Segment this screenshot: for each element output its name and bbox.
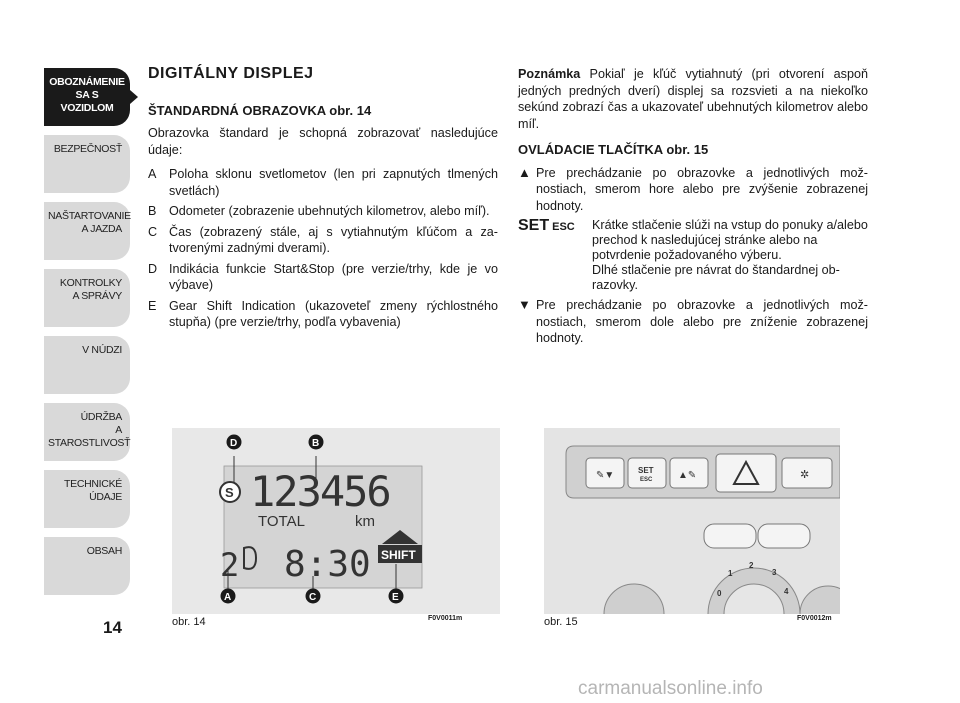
list-item-set bbox=[518, 218, 868, 293]
svg-text:C: C bbox=[309, 592, 317, 603]
tab-oboznamenie[interactable]: OBOZNÁMENIE SA S VOZIDLOM bbox=[44, 68, 130, 126]
svg-text:3: 3 bbox=[772, 568, 777, 577]
tab-kontrolky[interactable]: KONTROLKY A SPRÁVY bbox=[44, 269, 130, 327]
list-item-up bbox=[518, 165, 868, 215]
headlamp-level: 2 bbox=[220, 546, 240, 584]
set-esc-label bbox=[518, 218, 592, 293]
set-line: Dlhé stlačenie pre návrat do štandardnej ob-razovky. bbox=[592, 263, 840, 292]
up-arrow-icon: ▲ bbox=[518, 164, 531, 180]
section-title-text: OVLÁDACIE TLAČÍTKA bbox=[518, 142, 663, 157]
list-item bbox=[148, 203, 498, 220]
callout-e bbox=[389, 589, 404, 604]
callout-c bbox=[306, 589, 321, 604]
climate-button-2 bbox=[758, 524, 810, 548]
svg-text:B: B bbox=[312, 438, 320, 449]
right-column bbox=[518, 66, 868, 351]
tab-nastartovanie[interactable]: NAŠTARTOVANIE A JAZDA bbox=[44, 202, 130, 260]
svg-text:▲✎: ▲✎ bbox=[678, 470, 697, 481]
list-item-down bbox=[518, 297, 868, 347]
item-text: Odometer (zobrazenie ubehnutých kilometrov, alebo míľ). bbox=[169, 204, 490, 218]
tab-v-nudzi[interactable]: V NÚDZI bbox=[44, 336, 130, 394]
item-key: B bbox=[148, 204, 157, 218]
item-key: A bbox=[148, 167, 157, 181]
down-arrow-icon: ▼ bbox=[518, 297, 531, 312]
figure-code-15: F0V0012m bbox=[797, 615, 832, 622]
section-title-standard bbox=[148, 103, 498, 120]
note-text: Pokiaľ je kľúč vytiahnutý (pri otvorení aspoň jedných predných dverí) displej sa rozsvieti a na niekoľko sekúnd zobrazí čas a ukazovateľ ubehnutých kilometrov alebo míľ. bbox=[518, 67, 868, 131]
list-item bbox=[148, 166, 498, 199]
svg-text:1: 1 bbox=[728, 569, 733, 578]
list-item bbox=[148, 224, 498, 257]
set-text bbox=[592, 218, 868, 293]
total-label: TOTAL bbox=[258, 513, 305, 530]
callout-a bbox=[221, 589, 236, 604]
item-text: Indikácia funkcie Start&Stop (pre verzie/trhy, kde je vo výbave) bbox=[169, 261, 498, 292]
clock-time: 8:30 bbox=[284, 544, 371, 585]
svg-text:✲: ✲ bbox=[800, 469, 810, 481]
shift-label: SHIFT bbox=[381, 548, 416, 562]
watermark-text: carmanualsonline.info bbox=[578, 678, 763, 699]
set-label: SET bbox=[518, 217, 550, 234]
item-key: E bbox=[148, 298, 157, 313]
dashboard-illustration bbox=[544, 428, 840, 614]
up-text: Pre prechádzanie po obrazovke a jednotlivých mož-nostiach, smerom hore alebo pre zvýšenie zobrazenej hodnoty. bbox=[536, 165, 868, 213]
list-item bbox=[148, 298, 498, 331]
note-label: Poznámka bbox=[518, 67, 581, 81]
list-item bbox=[148, 261, 498, 294]
item-key: D bbox=[148, 261, 158, 276]
hazard-button bbox=[716, 454, 776, 492]
callout-d bbox=[227, 435, 242, 450]
svg-text:SET: SET bbox=[638, 466, 654, 475]
svg-text:ESC: ESC bbox=[640, 477, 653, 483]
display-illustration bbox=[172, 428, 500, 614]
svg-text:D: D bbox=[230, 438, 238, 449]
page-title: DIGITÁLNY DISPLEJ bbox=[148, 65, 314, 82]
down-text: Pre prechádzanie po obrazovke a jednotlivých mož-nostiach, smerom dole alebo pre zníženie zobrazenej hodnoty. bbox=[536, 298, 868, 345]
figure-display bbox=[172, 428, 500, 614]
item-text: Čas (zobrazený stále, aj s vytiahnutým kľúčom a za-tvorenými zadnými dverami). bbox=[169, 224, 498, 255]
page-number: 14 bbox=[103, 618, 122, 637]
figure-code-14: F0V0011m bbox=[428, 615, 463, 622]
tab-technicke[interactable]: TECHNICKÉ ÚDAJE bbox=[44, 470, 130, 528]
figure-buttons bbox=[544, 428, 840, 614]
svg-text:2: 2 bbox=[749, 561, 754, 570]
note-paragraph bbox=[518, 66, 868, 132]
unit-label: km bbox=[355, 513, 375, 530]
svg-text:0: 0 bbox=[717, 589, 722, 598]
item-key: C bbox=[148, 224, 158, 239]
svg-text:E: E bbox=[392, 592, 399, 603]
figure-ref: obr. 15 bbox=[666, 142, 709, 157]
item-text: Gear Shift Indication (ukazoveteľ zmeny rýchlostného stupňa) (pre verzie/trhy, podľa vybavenia) bbox=[169, 298, 498, 329]
callout-b bbox=[309, 435, 324, 450]
chapter-sidebar bbox=[44, 68, 130, 604]
section-title-buttons bbox=[518, 142, 868, 159]
set-line: Krátke stlačenie slúži na vstup do ponuky a/alebo prechod k nasledujúcej stránke alebo na potvrdenie požadovaného výberu. bbox=[592, 218, 868, 262]
odometer-value: 123456 bbox=[250, 467, 390, 516]
svg-text:4: 4 bbox=[784, 587, 789, 596]
tab-bezpecnost[interactable]: BEZPEČNOSŤ bbox=[44, 135, 130, 193]
tab-obsah[interactable]: OBSAH bbox=[44, 537, 130, 595]
figure-ref: obr. 14 bbox=[329, 102, 372, 118]
intro-text: Obrazovka štandard je schopná zobrazovať nasledujúce údaje: bbox=[148, 126, 498, 157]
figure-caption-14: obr. 14 bbox=[172, 616, 206, 628]
svg-text:A: A bbox=[224, 592, 232, 603]
s-label: S bbox=[225, 485, 234, 500]
left-column bbox=[148, 66, 498, 335]
tab-udrzba[interactable]: ÚDRŽBA A STAROSTLIVOSŤ bbox=[44, 403, 130, 461]
item-text: Poloha sklonu svetlometov (len pri zapnutých tlmených svetlách) bbox=[169, 167, 498, 198]
section-title-text: ŠTANDARDNÁ OBRAZOVKA bbox=[148, 102, 326, 118]
esc-label: ESC bbox=[552, 221, 575, 233]
svg-text:✎▼: ✎▼ bbox=[596, 470, 615, 481]
figure-caption-15: obr. 15 bbox=[544, 616, 578, 628]
climate-button-1 bbox=[704, 524, 756, 548]
